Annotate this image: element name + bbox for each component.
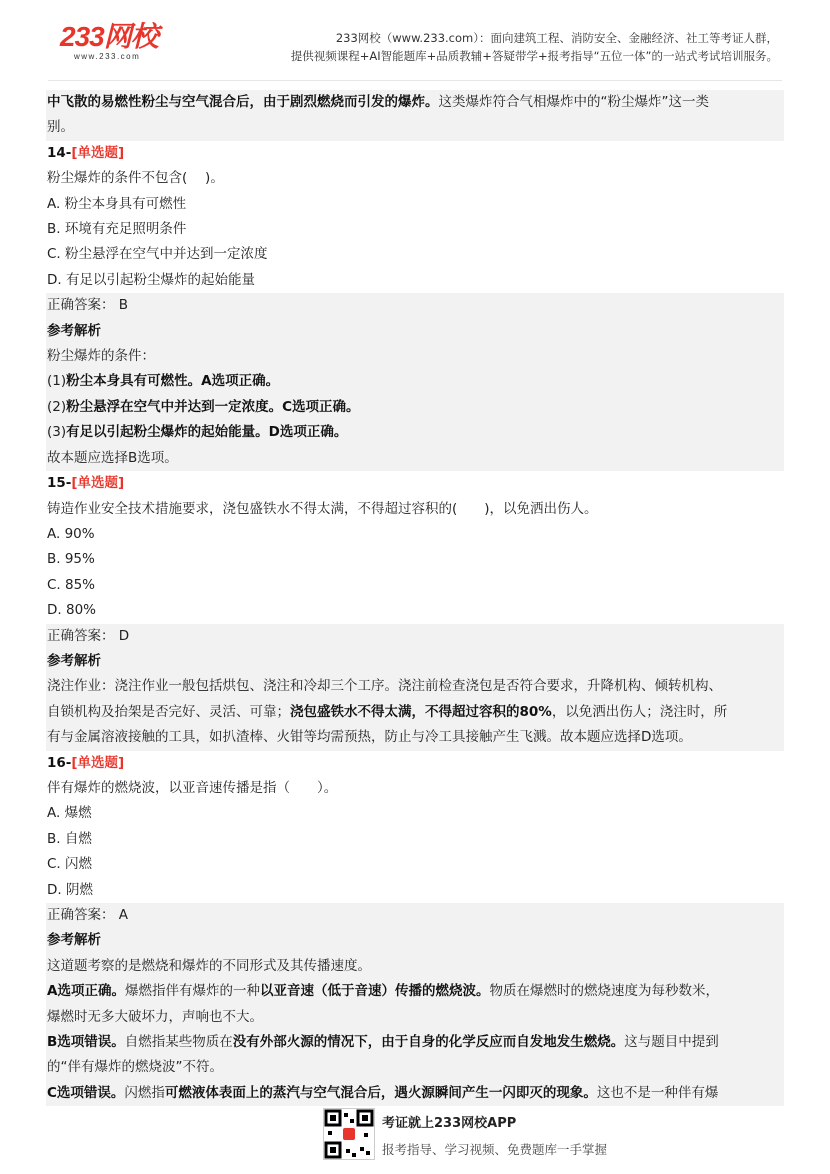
analysis-line: C选项错误。闪燃指可燃液体表面上的蒸汽与空气混合后，遇火源瞬间产生一闪即灭的现象。这也不是一种伴有爆	[46, 1081, 784, 1106]
correct-answer: 正确答案： B	[46, 293, 784, 318]
option-c: C. 闪燃	[47, 856, 93, 873]
analysis-line: 有与金属溶液接触的工具，如扒渣棒、火钳等均需预热，防止与冷工具接触产生飞溅。故本题应选择D选项。	[46, 725, 784, 750]
question-type-badge: [单选题]	[71, 475, 125, 492]
analysis-title: 参考解析	[46, 928, 784, 953]
intro-line: 别。	[46, 115, 784, 140]
intro-line: 中飞散的易燃性粉尘与空气混合后，由于剧烈燃烧而引发的爆炸。这类爆炸符合气相爆炸中的“粉尘爆炸”这一类	[46, 90, 784, 115]
analysis-line: 的“伴有爆炸的燃烧波”不符。	[46, 1055, 784, 1080]
analysis-line: 爆燃时无多大破坏力，声响也不大。	[46, 1005, 784, 1030]
option-b: B. 环境有充足照明条件	[47, 221, 187, 238]
question-type-badge: [单选题]	[71, 144, 125, 161]
analysis-line: 这道题考察的是燃烧和爆炸的不同形式及其传播速度。	[46, 954, 784, 979]
analysis-line: B选项错误。自燃指某些物质在没有外部火源的情况下，由于自身的化学反应而自发地发生燃烧。这与题目中提到	[46, 1030, 784, 1055]
page-footer	[0, 1104, 830, 1174]
header-divider	[48, 80, 782, 81]
header-line-1: 233网校（www.233.com）：面向建筑工程、消防安全、金融经济、社工等考证人群，	[335, 31, 778, 45]
option-d: D. 有足以引起粉尘爆炸的起始能量	[47, 271, 255, 288]
option-b: B. 自燃	[47, 830, 92, 847]
logo-url: www.233.com	[74, 52, 141, 61]
header-description	[291, 29, 778, 65]
option-a: A. 爆燃	[47, 805, 92, 822]
question-15-stem: 铸造作业安全技术措施要求，浇包盛铁水不得太满，不得超过容积的( )，以免洒出伤人。	[47, 500, 598, 517]
question-14-stem: 粉尘爆炸的条件不包含( )。	[47, 170, 224, 187]
analysis-line: (1)粉尘本身具有可燃性。A选项正确。	[46, 369, 784, 394]
correct-answer: 正确答案： D	[46, 624, 784, 649]
analysis-line: 故本题应选择B选项。	[46, 446, 784, 471]
qr-code-icon[interactable]	[323, 1108, 375, 1160]
option-d: D. 80%	[47, 602, 96, 619]
logo-text: 233网校	[60, 21, 158, 52]
option-a: A. 90%	[47, 525, 95, 542]
option-a: A. 粉尘本身具有可燃性	[47, 195, 187, 212]
option-c: C. 85%	[47, 576, 96, 593]
analysis-title: 参考解析	[46, 319, 784, 344]
footer-title: 考证就上233网校APP	[382, 1116, 517, 1131]
analysis-line: 浇注作业：浇注作业一般包括烘包、浇注和冷却三个工序。浇注前检查浇包是否符合要求，升降机构、倾转机构、	[46, 674, 784, 699]
analysis-line: 自锁机构及抬架是否完好、灵活、可靠；浇包盛铁水不得太满，不得超过容积的80%，以免洒出伤人；浇注时，所	[46, 700, 784, 725]
document-body	[46, 90, 784, 1106]
page-header	[0, 0, 830, 78]
analysis-line: (3)有足以引起粉尘爆炸的起始能量。D选项正确。	[46, 420, 784, 445]
analysis-title: 参考解析	[46, 649, 784, 674]
question-16-stem: 伴有爆炸的燃烧波，以亚音速传播是指（ ）。	[47, 779, 338, 796]
option-d: D. 阴燃	[47, 881, 93, 898]
option-c: C. 粉尘悬浮在空气中并达到一定浓度	[47, 246, 268, 263]
analysis-line: A选项正确。爆燃指伴有爆炸的一种以亚音速（低于音速）传播的燃烧波。物质在爆燃时的燃烧速度为每秒数米，	[46, 979, 784, 1004]
question-16-header: 16-[单选题]	[47, 754, 125, 771]
analysis-line: (2)粉尘悬浮在空气中并达到一定浓度。C选项正确。	[46, 395, 784, 420]
option-b: B. 95%	[47, 551, 95, 568]
header-line-2: 提供视频课程+AI智能题库+品质教辅+答疑带学+报考指导“五位一体”的一站式考试培训服务。	[290, 49, 778, 63]
logo[interactable]	[60, 22, 158, 62]
footer-subtitle: 报考指导、学习视频、免费题库一手掌握	[382, 1142, 608, 1157]
correct-answer: 正确答案： A	[46, 903, 784, 928]
analysis-line: 粉尘爆炸的条件：	[46, 344, 784, 369]
question-14-header: 14-[单选题]	[47, 144, 125, 161]
question-15-header: 15-[单选题]	[47, 475, 125, 492]
question-type-badge: [单选题]	[71, 754, 125, 771]
